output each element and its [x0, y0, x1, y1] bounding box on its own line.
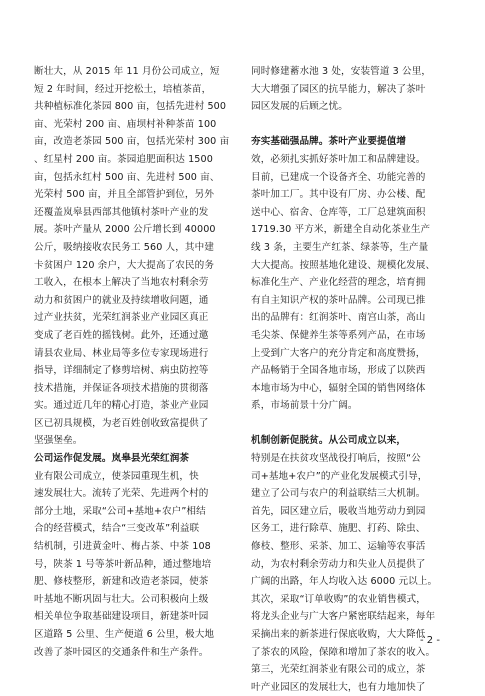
text-line: 上受到广大客户的充分肯定和高度赞扬，	[251, 347, 426, 359]
text-line: 了茶农的风险，保障和增加了茶农的收入。	[251, 646, 436, 658]
text-line: 坚强堡垒。	[34, 435, 83, 447]
text-line: 共种植标准化茶园 800 亩，包括先进村 500	[34, 101, 227, 113]
text-line: 亩，改造老茶园 500 亩，包括光荣村 300 亩	[34, 136, 230, 148]
text-line: 工收入，在根本上解决了当地农村剩余劳	[34, 277, 209, 289]
text-line: 实。通过近几年的精心打造，茶业产业园	[34, 400, 209, 412]
right-column	[251, 63, 454, 696]
text-line: 肥、修枝整形，新建和改造老茶园，使茶	[34, 576, 209, 588]
text-line: 指导，详细制定了修剪培树、病虫防控等	[34, 365, 209, 377]
text-line: 其次，采取“订单收购”的农业销售模式，	[251, 593, 426, 605]
text-line: 断壮大，从 2015 年 11 月份公司成立，短	[34, 66, 220, 77]
text-line: 叶产业园区的发展壮大，也有力地加快了	[251, 681, 426, 693]
text-line: 目前，已建成一个设备齐全、功能完善的	[251, 171, 426, 183]
text-line	[251, 415, 454, 433]
text-line: 亩、光荣村 200 亩、庙坝村补种茶苗 100	[34, 118, 217, 130]
text-line: 出的品牌有：红润茶叶、南宫山茶，高山	[251, 312, 426, 324]
text-line: 短 2 年时间，经过开挖松土，培植茶苗，	[34, 83, 212, 95]
text-line: 标准化生产、产业化经营的理念，培育拥	[251, 277, 426, 289]
text-line: 动力和贫困户的就业及持续增收问题，通	[34, 294, 209, 306]
text-line: 修枝、整形、采茶、加工、运输等农事活	[251, 541, 426, 553]
text-line	[251, 116, 454, 134]
text-line: 请县农业局、林业局等多位专家现场进行	[34, 347, 209, 359]
text-line: 部分土地，采取“公司+基地+农户”相结	[34, 505, 206, 517]
text-line: 采摘出来的新茶进行保底收购，大大降低	[251, 629, 426, 640]
left-column	[34, 63, 240, 661]
text-line: 、红星村 200 亩。茶园追肥面积达 1500	[34, 153, 213, 165]
text-line: 技术措施，并保证各项技术措施的贯彻落	[34, 382, 209, 394]
text-line: 茶叶加工厂。其中设有厂房、办公楼、配	[251, 189, 426, 201]
text-line: 区已初具规模，为老百姓创收致富提供了	[34, 417, 209, 429]
text-line: 首先，园区建立后，吸收当地劳动力到园	[251, 505, 426, 517]
text-line: 号，陕茶 1 号等茶叶新品种，通过整地培	[34, 558, 212, 570]
text-line: 公斤，吸纳接收农民务工 560 人，其中建	[34, 241, 215, 253]
text-line: 有自主知识产权的茶叶品牌。公司现已推	[251, 294, 426, 306]
text-line: 动，为农村剩余劳动力和失业人员提供了	[251, 558, 426, 570]
text-line: 产品畅销于全国各地市场，形成了以陕西	[251, 365, 426, 377]
text-line: 大大提高。按照基地化建设、规模化发展、	[251, 259, 436, 271]
text-line: 光荣村 500 亩，并且全部管护到位，另外	[34, 189, 215, 201]
text-line: 区道路 5 公里、生产便道 6 公里，极大地	[34, 629, 215, 640]
text-line: 叶基地不断巩固与壮大。公司积极向上级	[34, 593, 209, 605]
text-line: 速发展壮大。流转了光荣、先进两个村的	[34, 488, 209, 500]
text-line: 相关单位争取基础建设项目，新建茶叶园	[34, 611, 209, 623]
text-line: 大大增强了园区的抗旱能力，解决了茶叶	[251, 83, 426, 95]
text-line: 改善了茶叶园区的交通条件和生产条件。	[34, 646, 209, 658]
text-line: 本地市场为中心，辐射全国的销售网络体	[251, 382, 426, 394]
text-line: 司+基地+农户”的产业化发展模式引导，	[251, 470, 428, 482]
section-heading-line: 公司运作促发展。岚皋县光荣红润茶	[34, 453, 190, 465]
section-heading-line: 夯实基础强品牌。茶叶产业要提值增	[251, 136, 407, 148]
text-line: 卡贫困户 120 余户，大大提高了农民的务	[34, 259, 215, 271]
text-line: 特别是在扶贫攻坚战役打响后，按照“公	[251, 453, 421, 465]
text-line: 区务工，进行除草、施肥、打药、除虫、	[251, 523, 426, 535]
text-line: 线 3 条，主要生产红茶、绿茶等，生产量	[251, 241, 429, 253]
text-line: 第三，光荣红润茶业有限公司的成立，茶	[251, 664, 426, 676]
text-line: 结机制，引进黄金叶、梅占茶、中茶 108	[34, 541, 211, 553]
text-line: 亩，包括永红村 500 亩、先进村 500 亩、	[34, 171, 220, 183]
text-line: 同时修建蓄水池 3 处，安装管道 3 公里，	[251, 66, 432, 77]
text-line: 毛尖茶、保健养生茶等系列产品，在市场	[251, 329, 426, 341]
text-line: 过产业扶贫，光荣红润茶业产业园区真正	[34, 312, 209, 324]
section-heading-line: 机制创新促脱贫。从公司成立以来，	[251, 435, 407, 447]
text-line: 系，市场前景十分广阔。	[251, 400, 358, 412]
text-line: 园区发展的后顾之忧。	[251, 101, 348, 113]
text-line: 效，必须扎实抓好茶叶加工和品牌建设。	[251, 153, 426, 165]
text-line: 送中心、宿舍、仓库等，工厂总建筑面积	[251, 206, 426, 218]
text-line: 广阔的出路，年人均收入达 6000 元以上。	[251, 576, 438, 588]
text-line: 还覆盖岚皋县西部其他镇村茶叶产业的发	[34, 206, 209, 218]
page-number: - 2 -	[420, 635, 440, 646]
text-line: 业有限公司成立，使茶园重现生机，快	[34, 470, 199, 482]
text-line: 将龙头企业与广大客户紧密联结起来，每年	[251, 611, 436, 623]
text-line: 展。茶叶产量从 2000 公斤增长到 40000	[34, 224, 216, 236]
text-line: 变成了老百姓的摇钱树。此外，还通过邀	[34, 329, 209, 341]
text-line: 建立了公司与农户的利益联结三大机制。	[251, 488, 426, 500]
text-line: 1719.30 平方米，新建全自动化茶业生产	[251, 224, 431, 236]
text-line: 合的经营模式，结合“三变改革”利益联	[34, 523, 200, 535]
